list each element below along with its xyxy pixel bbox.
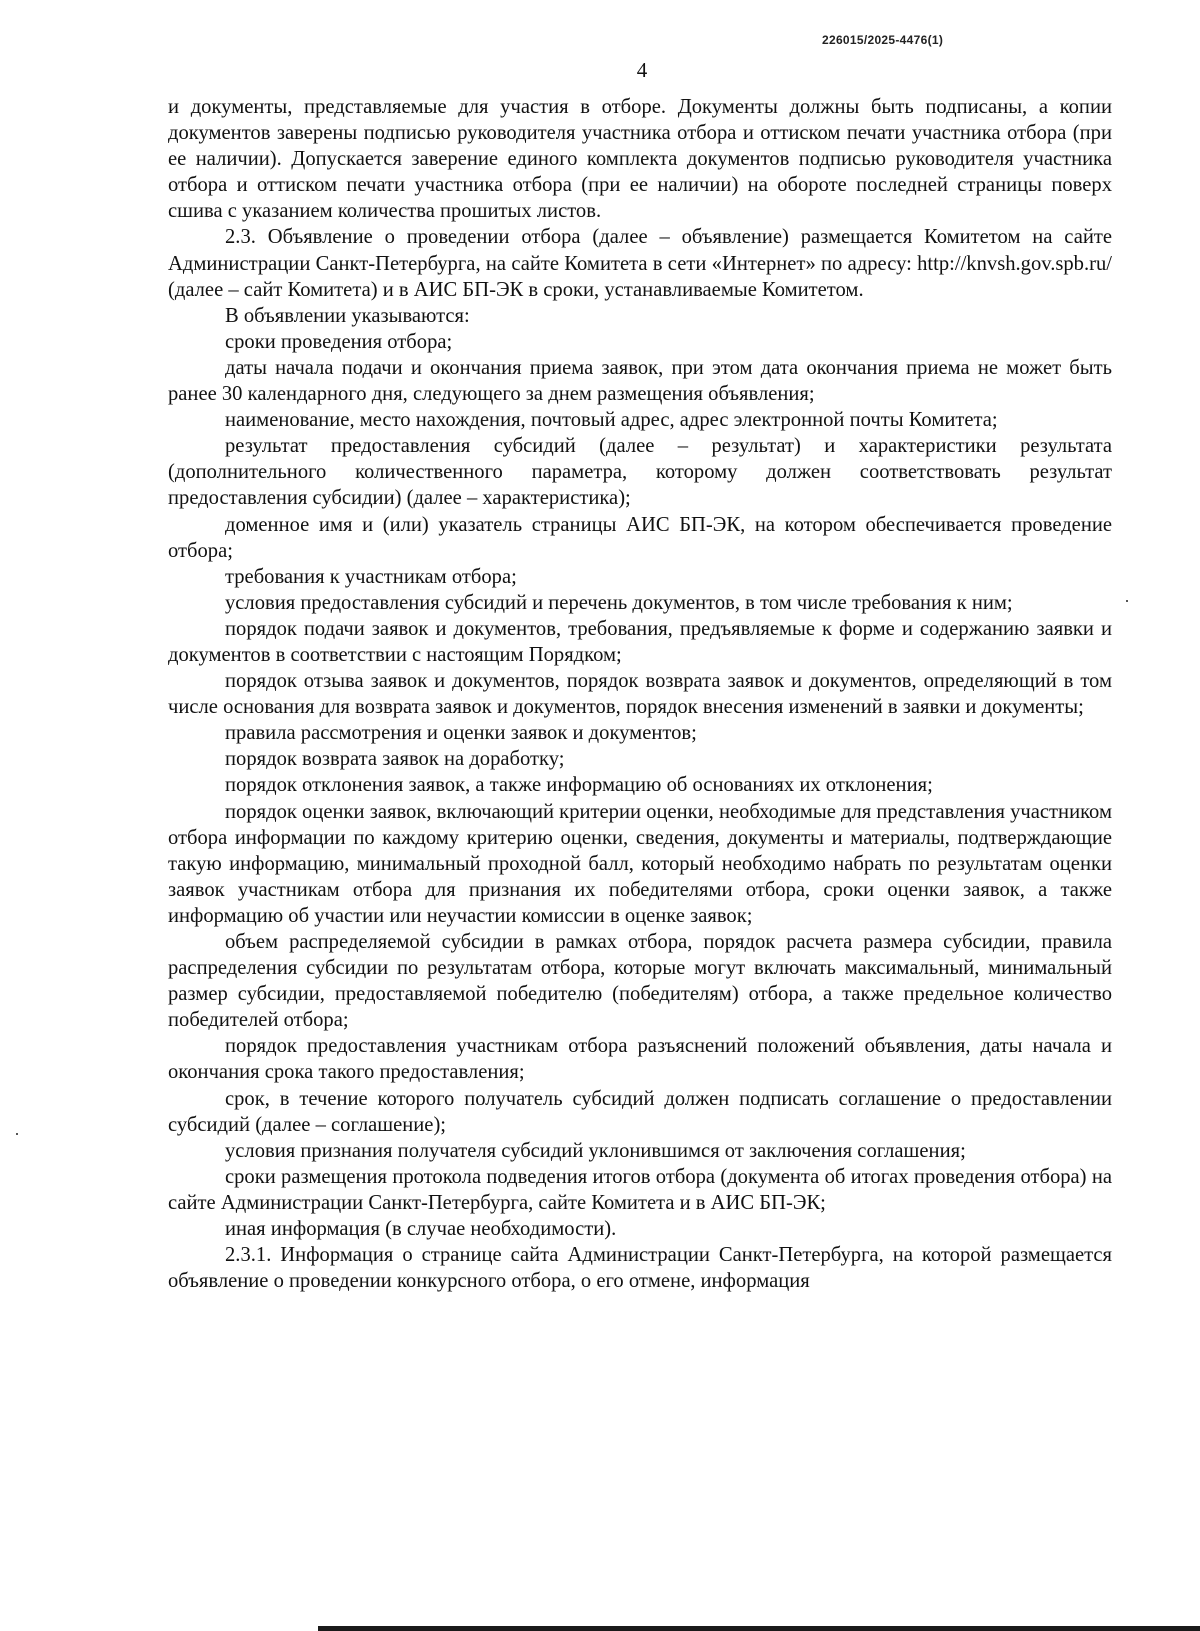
paragraph: 2.3.1. Информация о странице сайта Администрации Санкт-Петербурга, на которой размещается объявление о проведении конкурсного отбора, о его отмене, информация xyxy=(168,1244,1112,1293)
scan-artifact-dot xyxy=(1126,600,1128,602)
paragraph: срок, в течение которого получатель субсидий должен подписать соглашение о предоставлении субсидий (далее – соглашение); xyxy=(168,1087,1112,1136)
paragraph: результат предоставления субсидий (далее – результат) и характеристики результата (дополнительного количественного параметра, которому должен соответствовать результат предоставления субсидии) (далее – характеристика); xyxy=(168,435,1112,510)
paragraph: правила рассмотрения и оценки заявок и документов; xyxy=(225,722,697,745)
registration-number: 226015/2025-4476(1) xyxy=(822,33,944,47)
paragraph: и документы, представляемые для участия в отборе. Документы должны быть подписаны, а копии документов заверены подписью руководителя участника отбора и оттиском печати участника отбора (при ее наличии). Допускается заверение единого комплекта документов подписью руководителя участника отбора и оттиском печати участника отбора (при ее наличии) на обороте последней страницы поверх сшива с указанием количества прошитых листов. xyxy=(168,96,1112,223)
paragraph: наименование, место нахождения, почтовый адрес, адрес электронной почты Комитета; xyxy=(225,409,998,432)
paragraph: порядок подачи заявок и документов, требования, предъявляемые к форме и содержанию заявки и документов в соответствии с настоящим Порядком; xyxy=(168,617,1112,666)
document-body xyxy=(168,94,1112,1294)
paragraph: порядок оценки заявок, включающий критерии оценки, необходимые для представления участником отбора информации по каждому критерию оценки, сведения, документы и материалы, подтверждающие такую информацию, минимальный проходной балл, который необходимо набрать по результатам оценки заявок участникам отбора для признания их победителями отбора, сроки оценки заявок, а также информацию об участии или неучастии комиссии в оценке заявок; xyxy=(168,800,1112,927)
paragraph: порядок возврата заявок на доработку; xyxy=(225,748,565,771)
paragraph: даты начала подачи и окончания приема заявок, при этом дата окончания приема не может быть ранее 30 календарного дня, следующего за днем размещения объявления; xyxy=(168,356,1112,406)
paragraph: В объявлении указываются: xyxy=(225,304,470,327)
paragraph: сроки проведения отбора; xyxy=(225,330,453,353)
paragraph: порядок отклонения заявок, а также информацию об основаниях их отклонения; xyxy=(225,774,933,797)
paragraph: доменное имя и (или) указатель страницы АИС БП-ЭК, на котором обеспечивается проведение отбора; xyxy=(168,513,1112,562)
paragraph: условия предоставления субсидий и перечень документов, в том числе требования к ним; xyxy=(225,591,1013,614)
paragraph: сроки размещения протокола подведения итогов отбора (документа об итогах проведения отбора) на сайте Администрации Санкт-Петербурга, сайте Комитета и в АИС БП-ЭК; xyxy=(168,1165,1112,1214)
paragraph: порядок предоставления участникам отбора разъяснений положений объявления, даты начала и окончания срока такого предоставления; xyxy=(168,1035,1112,1084)
paragraph: 2.3. Объявление о проведении отбора (далее – объявление) размещается Комитетом на сайте Администрации Санкт-Петербурга, на сайте Комитета в сети «Интернет» по адресу: http://knvsh.gov.spb.ru/ (далее – сайт Комитета) и в АИС БП-ЭК в сроки, устанавливаемые Комитетом. xyxy=(168,226,1112,301)
paragraph: требования к участникам отбора; xyxy=(225,565,517,588)
paragraph: иная информация (в случае необходимости). xyxy=(225,1218,617,1241)
scan-artifact-dot xyxy=(16,1133,18,1135)
page-number: 4 xyxy=(636,58,648,82)
scan-edge-line xyxy=(318,1626,1200,1631)
paragraph: объем распределяемой субсидии в рамках отбора, порядок расчета размера субсидии, правила распределения субсидии по результатам отбора, которые могут включать максимальный, минимальный размер субсидии, предоставляемой победителю (победителям) отбора, а также предельное количество победителей отбора; xyxy=(168,931,1112,1032)
paragraph: условия признания получателя субсидий уклонившимся от заключения соглашения; xyxy=(225,1139,966,1162)
paragraph: порядок отзыва заявок и документов, порядок возврата заявок и документов, определяющий в том числе основания для возврата заявок и документов, порядок внесения изменений в заявки и документы; xyxy=(168,670,1112,719)
